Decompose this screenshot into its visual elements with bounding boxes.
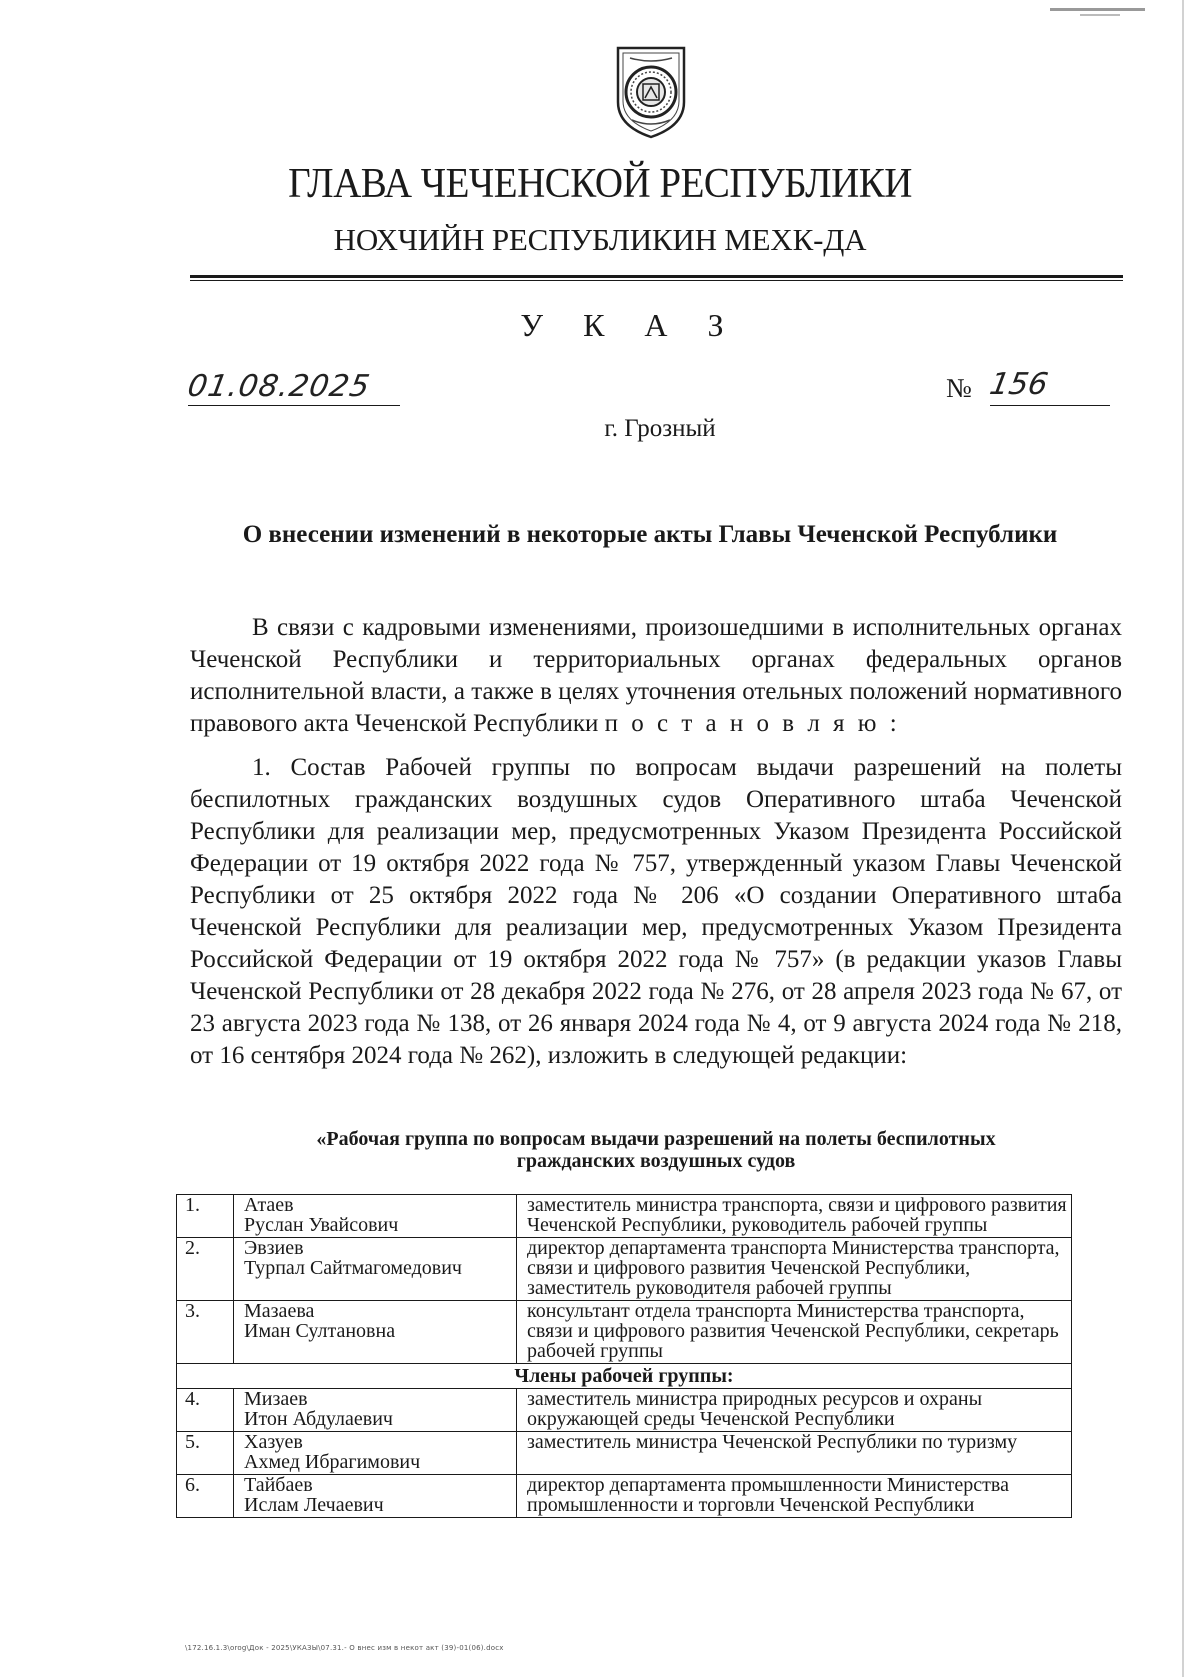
preamble-text: В связи с кадровыми изменениями, произошедшими в исполнительных органах Чеченской Республики и территориальных органах федеральных органов исполнительной власти, а также в целях уточнения отельных положений нормативного правового акта Чеченской Республики (190, 614, 1122, 737)
clause-1-paragraph: 1. Состав Рабочей группы по вопросам выдачи разрешений на полеты беспилотных гражданских воздушных судов Оперативного штаба Чеченской Республики для реализации мер, предусмотренных Указом Президента Российской Федерации от 19 октября 2022 года № 757, утвержденный указом Главы Чеченской Республики от 25 октября 2022 года № 206 «О создании Оперативного штаба Чеченской Республики для реализации мер, предусмотренных Указом Президента Российской Федерации от 19 октября 2022 года № 757» (в редакции указов Главы Чеченской Республики от 28 декабря 2022 года № 276, от 28 апреля 2023 года № 67, от 23 августа 2023 года № 138, от 26 января 2024 года № 4, от 9 августа 2024 года № 218, от 16 сентября 2024 года № 262), изложить в следующей редакции: (190, 754, 1122, 1069)
row-number: 2. (177, 1238, 234, 1301)
members-table-members (177, 1389, 1072, 1518)
row-number: 3. (177, 1301, 234, 1364)
member-name (234, 1475, 517, 1518)
member-given-names: Турпал Сайтмагомедович (244, 1257, 462, 1279)
member-position: директор департамента промышленности Министерства промышленности и торговли Чеченской Республики (517, 1475, 1072, 1518)
table-row (177, 1475, 1072, 1518)
member-position: заместитель министра транспорта, связи и цифрового развития Чеченской Республики, руководитель рабочей группы (517, 1195, 1072, 1238)
decree-date-handwritten: 01.08.2025 (185, 369, 373, 404)
section-row (177, 1364, 1072, 1389)
section-label: Члены рабочей группы: (177, 1364, 1072, 1389)
member-surname: Эвзиев (244, 1237, 304, 1259)
members-table-lead (177, 1195, 1072, 1364)
member-surname: Мазаева (244, 1300, 315, 1322)
header-rule (190, 275, 1123, 278)
scan-artifact (1080, 14, 1120, 16)
members-table (176, 1194, 1072, 1518)
table-title-line-2: гражданских воздушных судов (516, 1150, 796, 1172)
file-path-footer: \172.16.1.3\orog\Док - 2025\УКАЗЫ\07.31.- О внес изм в некот акт (39)-01(06).docx (185, 1644, 504, 1652)
table-title (190, 1128, 1122, 1172)
member-given-names: Ислам Лечаевич (244, 1494, 384, 1516)
row-number: 5. (177, 1432, 234, 1475)
member-position: заместитель министра Чеченской Республики по туризму (517, 1432, 1072, 1475)
decree-number-handwritten: 156 (987, 367, 1051, 402)
scan-artifact (1050, 8, 1145, 11)
preamble-paragraph (190, 612, 1122, 740)
member-given-names: Ахмед Ибрагимович (244, 1451, 421, 1473)
number-underline (990, 405, 1110, 406)
decree-city: г. Грозный (604, 415, 716, 442)
member-surname: Тайбаев (244, 1474, 313, 1496)
table-row (177, 1238, 1072, 1301)
member-name (234, 1238, 517, 1301)
header-subtitle: НОХЧИЙН РЕСПУБЛИКИН МЕХК-ДА (333, 222, 867, 257)
header-rule (190, 280, 1123, 281)
member-given-names: Иман Султановна (244, 1320, 396, 1342)
member-position: консультант отдела транспорта Министерства транспорта, связи и цифрового развития Чеченской Республики, секретарь рабочей группы (517, 1301, 1072, 1364)
member-surname: Атаев (244, 1194, 294, 1216)
decree-kind: У К А З (520, 307, 740, 343)
coat-of-arms-emblem-icon (612, 44, 690, 140)
member-given-names: Итон Абдулаевич (244, 1408, 393, 1430)
table-title-line-1: «Рабочая группа по вопросам выдачи разрешений на полеты беспилотных (316, 1128, 996, 1150)
member-name (234, 1195, 517, 1238)
decree-subject: О внесении изменений в некоторые акты Главы Чеченской Республики (242, 521, 1058, 548)
table-row (177, 1301, 1072, 1364)
date-underline (188, 405, 400, 406)
row-number: 1. (177, 1195, 234, 1238)
member-name (234, 1389, 517, 1432)
row-number: 4. (177, 1389, 234, 1432)
decree-number-sign: № (946, 373, 972, 403)
member-position: заместитель министра природных ресурсов и охраны окружающей среды Чеченской Республики (517, 1389, 1072, 1432)
members-table-section (177, 1364, 1072, 1389)
table-row (177, 1432, 1072, 1475)
member-surname: Мизаев (244, 1388, 308, 1410)
header-title: ГЛАВА ЧЕЧЕНСКОЙ РЕСПУБЛИКИ (288, 160, 912, 207)
table-row (177, 1389, 1072, 1432)
member-name (234, 1301, 517, 1364)
row-number: 6. (177, 1475, 234, 1518)
table-row (177, 1195, 1072, 1238)
preamble-resolve: п о с т а н о в л я ю : (604, 710, 901, 737)
member-given-names: Руслан Увайсович (244, 1214, 399, 1236)
member-surname: Хазуев (244, 1431, 303, 1453)
member-name (234, 1432, 517, 1475)
member-position: директор департамента транспорта Министерства транспорта, связи и цифрового развития Чеченской Республики, заместитель руководителя рабочей группы (517, 1238, 1072, 1301)
